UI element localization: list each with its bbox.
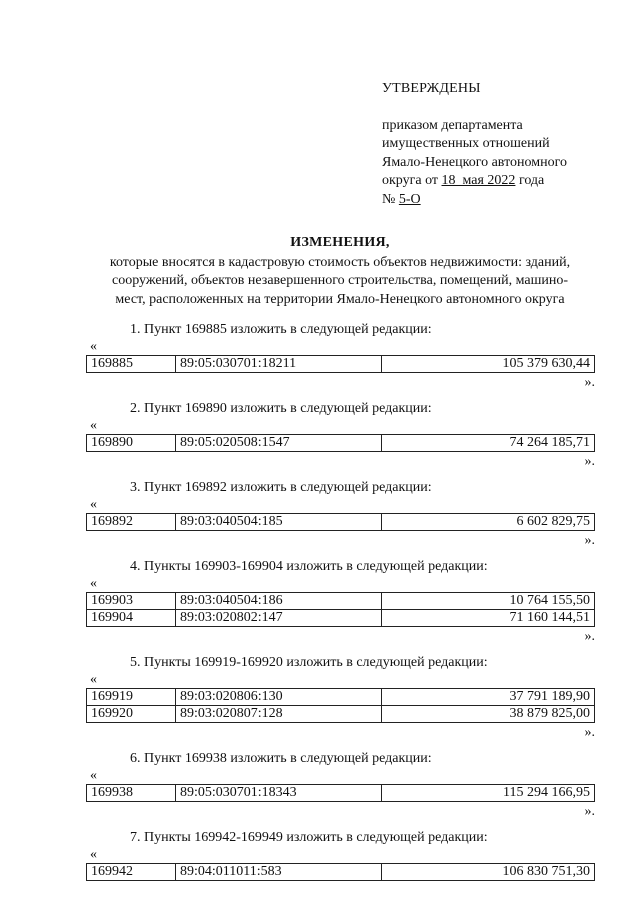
amendment-heading: 6. Пункт 169938 изложить в следующей редакции: [130,751,432,766]
row-number-cell: 169904 [87,610,176,627]
cadastral-number-cell: 89:03:020807:128 [176,706,382,723]
quote-close-mark: ». [584,375,595,390]
row-number-cell: 169919 [87,689,176,706]
cadastral-value-cell: 38 879 825,00 [382,706,595,723]
table-row [87,593,595,610]
row-number-cell: 169942 [87,864,176,881]
amendment-items [86,320,595,881]
cadastral-number-cell: 89:03:020806:130 [176,689,382,706]
approval-heading: УТВЕРЖДЕНЫ [382,81,481,96]
table-row [87,435,595,452]
quote-close-mark: ». [584,804,595,819]
amendment-table [86,592,595,627]
amendment-heading: 2. Пункт 169890 изложить в следующей редакции: [130,401,432,416]
document-title-block [80,234,600,309]
amendment-table [86,434,595,452]
table-row [87,864,595,881]
cadastral-number-cell: 89:03:040504:185 [176,514,382,531]
cadastral-value-cell: 71 160 144,51 [382,610,595,627]
cadastral-number-cell: 89:05:020508:1547 [176,435,382,452]
cadastral-value-cell: 105 379 630,44 [382,356,595,373]
amendment-item [86,399,595,471]
document-subtitle-line-2: сооружений, объектов незавершенного строительства, помещений, машино- [112,273,568,288]
cadastral-value-cell: 106 830 751,30 [382,864,595,881]
approval-date-prefix: округа от [382,173,439,188]
amendment-heading: 1. Пункт 169885 изложить в следующей редакции: [130,322,432,337]
quote-close-mark: ». [584,454,595,469]
table-row [87,785,595,802]
table-row [87,356,595,373]
amendment-heading: 3. Пункт 169892 изложить в следующей редакции: [130,480,432,495]
quote-open-mark: « [90,672,97,687]
row-number-cell: 169890 [87,435,176,452]
table-row [87,514,595,531]
row-number-cell: 169885 [87,356,176,373]
quote-close-mark: ». [584,533,595,548]
approval-date: 18 мая 2022 [441,173,516,188]
cadastral-value-cell: 6 602 829,75 [382,514,595,531]
amendment-item [86,320,595,392]
amendment-item [86,749,595,821]
amendment-item [86,557,595,646]
cadastral-number-cell: 89:03:040504:186 [176,593,382,610]
document-subtitle-line-1: которые вносятся в кадастровую стоимость объектов недвижимости: зданий, [109,254,571,270]
approval-number-prefix: № [382,191,396,207]
approval-block [382,80,622,209]
quote-open-mark: « [90,576,97,591]
row-number-cell: 169903 [87,593,176,610]
row-number-cell: 169938 [87,785,176,802]
amendment-heading: 4. Пункты 169903-169904 изложить в следующей редакции: [130,559,488,574]
cadastral-number-cell: 89:03:020802:147 [176,610,382,627]
amendment-item [86,478,595,550]
approval-number-line [382,191,622,210]
amendment-table [86,355,595,373]
cadastral-value-cell: 10 764 155,50 [382,593,595,610]
amendment-table [86,863,595,881]
cadastral-value-cell: 115 294 166,95 [382,785,595,802]
table-row [87,689,595,706]
quote-open-mark: « [90,339,97,354]
amendment-heading: 7. Пункты 169942-169949 изложить в следующей редакции: [130,830,488,845]
approval-number: 5-О [398,191,421,207]
cadastral-number-cell: 89:04:011011:583 [176,864,382,881]
approval-line-4 [382,172,622,191]
amendment-item [86,828,595,881]
quote-close-mark: ». [584,725,595,740]
approval-line-1: приказом департамента [382,117,523,133]
document-title: ИЗМЕНЕНИЯ, [290,235,390,250]
amendment-heading: 5. Пункты 169919-169920 изложить в следующей редакции: [130,655,488,670]
quote-close-mark: ». [584,629,595,644]
amendment-item [86,653,595,742]
row-number-cell: 169892 [87,514,176,531]
amendment-table [86,784,595,802]
amendment-table [86,513,595,531]
quote-open-mark: « [90,847,97,862]
table-row [87,610,595,627]
quote-open-mark: « [90,768,97,783]
approval-date-suffix: года [518,173,545,188]
document-subtitle-line-3: мест, расположенных на территории Ямало-Ненецкого автономного округа [115,291,565,307]
table-row [87,706,595,723]
quote-open-mark: « [90,497,97,512]
approval-line-3: Ямало-Ненецкого автономного [382,154,567,170]
row-number-cell: 169920 [87,706,176,723]
quote-open-mark: « [90,418,97,433]
cadastral-number-cell: 89:05:030701:18343 [176,785,382,802]
cadastral-value-cell: 37 791 189,90 [382,689,595,706]
amendment-table [86,688,595,723]
approval-line-2: имущественных отношений [382,136,550,151]
cadastral-value-cell: 74 264 185,71 [382,435,595,452]
cadastral-number-cell: 89:05:030701:18211 [176,356,382,373]
